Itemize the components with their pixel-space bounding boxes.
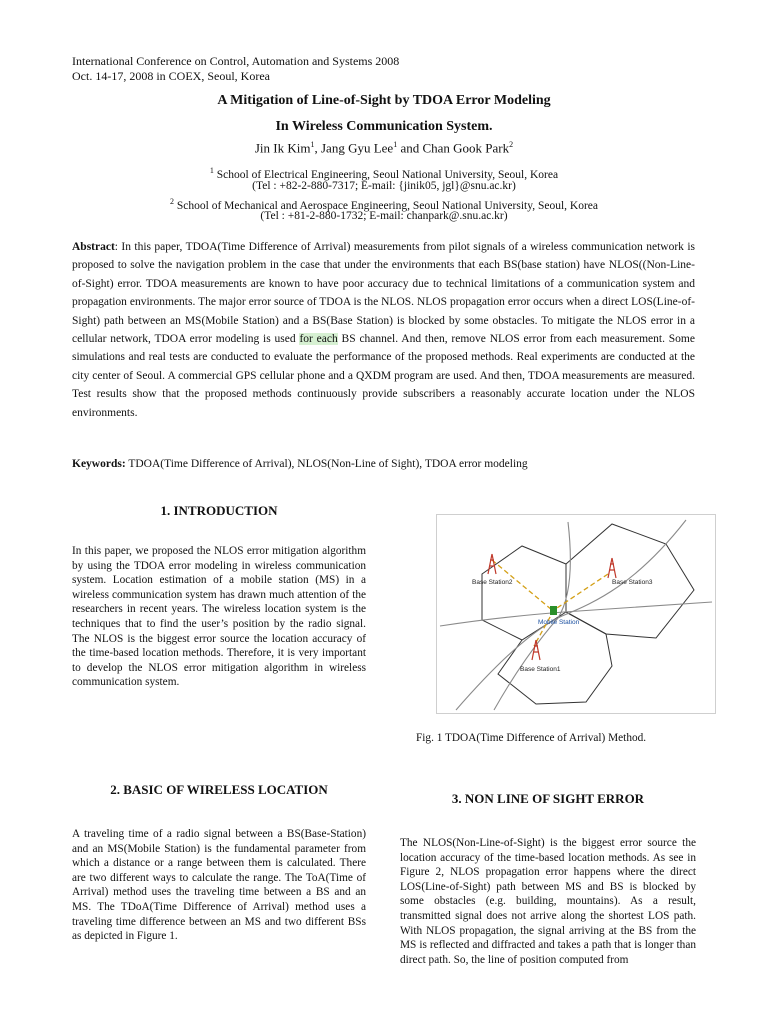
affiliation-text: School of Electrical Engineering, Seoul National University, Seoul, Korea	[213, 168, 559, 181]
conference-date: Oct. 14-17, 2008 in COEX, Seoul, Korea	[72, 69, 270, 83]
author-affiliation-mark: 2	[509, 140, 514, 149]
author-affiliation-mark: 1	[393, 140, 398, 149]
affiliation-mark: 2	[170, 197, 174, 206]
abstract-highlight: for each	[299, 333, 338, 346]
conference-name: International Conference on Control, Automation and Systems 2008	[72, 54, 400, 68]
affiliation-1-contact: (Tel : +82-2-880-7317; E-mail: {jinik05, jgl}@snu.ac.kr)	[252, 180, 516, 192]
abstract-text: : In this paper, TDOA(Time Difference of Arrival) measurements from pilot signals of a wireless communication network is proposed to solve the navigation problem in the case that under the environments that each BS(base station) have NLOS((Non-Line-of-Sight) error. TDOA measurements are known to have poor accuracy due to technical limitations of a communication system and propagation environments. The major error source of TDOA is the NLOS. NLOS propagation error occurs when a direct LOS(Line-of-Sight) path between an MS(Mobile Station) and a BS(Base Station) is blocked by some obstacles. To mitigate the NLOS error in a cellular network, TDOA error modeling is used	[72, 241, 695, 346]
section-2-body: A traveling time of a radio signal between a BS(Base-Station) and an MS(Mobile Station) is the fundamental parameter from which a distance or a range between them is calculated. There are two different ways to calculate the range. The ToA(Time of Arrival) method uses the traveling time between a BS and an MS. The TDoA(Time Difference of Arrival) method uses a traveling time difference between an MS and two different BSs as depicted in Figure 1.	[72, 828, 366, 943]
figure-1-diagram	[436, 514, 716, 714]
affiliation-text: School of Mechanical and Aerospace Engineering, Seoul National University, Seoul, Korea	[174, 199, 598, 212]
section-3-heading: 3. NON LINE OF SIGHT ERROR	[451, 791, 645, 806]
author-name: Chan Gook Park	[422, 140, 510, 156]
author-name: Jang Gyu Lee	[320, 140, 394, 156]
figure-frame	[437, 515, 716, 714]
mobile-phone-icon	[550, 606, 557, 615]
bs1-label: Base Station1	[520, 666, 561, 673]
paper-title-line2: In Wireless Communication System.	[275, 119, 493, 134]
author-affiliation-mark: 1	[310, 140, 315, 149]
section-2-heading: 2. BASIC OF WIRELESS LOCATION	[110, 782, 328, 797]
ms-label: Mobile Station	[538, 619, 580, 626]
affiliation-mark: 1	[209, 166, 214, 175]
section-1-heading: 1. INTRODUCTION	[160, 503, 278, 518]
author-name: Jin Ik Kim	[254, 140, 311, 156]
author-separator: and	[397, 140, 423, 156]
bs2-label: Base Station2	[472, 579, 513, 586]
abstract-label: Abstract	[72, 241, 115, 253]
abstract	[72, 238, 695, 422]
bs3-label: Base Station3	[612, 579, 653, 586]
section-1-body: In this paper, we proposed the NLOS error mitigation algorithm by using the TDOA error modeling in wireless communication system. Location estimation of a mobile station (MS) in a wireless communication system has drawn much attention of the researchers in recent years. The wireless location system is the techniques that to find the user’s position by the radio signal. The NLOS is the biggest error source the location accuracy of the time-based location methods. Therefore, it is very important to develop the NLOS error mitigation algorithm in wireless communication system.	[72, 545, 366, 689]
figure-1-caption: Fig. 1 TDOA(Time Difference of Arrival) Method.	[416, 732, 647, 744]
author-separator: ,	[314, 140, 321, 156]
keywords	[72, 458, 695, 470]
affiliation-2-contact: (Tel : +81-2-880-1732; E-mail: chanpark@.snu.ac.kr)	[260, 210, 508, 222]
abstract-text: BS channel. And then, remove NLOS error from each measurement. Some simulations and real tests are conducted to evaluate the performance of the proposed methods. Real experiments are conducted at the city center of Seoul. A commercial GPS cellular phone and a QXDM program are used. And then, TDOA measurements are measured. Test results show that the proposed methods continuously provide subscribers a reasonably accurate location under the NLOS environments.	[72, 333, 695, 419]
section-3-body: The NLOS(Non-Line-of-Sight) is the biggest error source the location accuracy of the time-based location methods. As see in Figure 2, NLOS propagation error happens where the direct LOS(Line-of-Sight) path between MS and BS is blocked by some obstacles (e.g. building, mountains). As a result, transmitted signal does not arrive along the shortest LOS path. With NLOS propagation, the signal arriving at the BS from the MS is reflected and diffracted and takes a path that is longer than direct path. So, the line of position computed from	[400, 837, 696, 966]
keywords-text: TDOA(Time Difference of Arrival), NLOS(Non-Line of Sight), TDOA error modeling	[125, 458, 528, 470]
paper-title-line1: A Mitigation of Line-of-Sight by TDOA Error Modeling	[217, 93, 551, 108]
authors	[0, 140, 768, 156]
keywords-label: Keywords:	[72, 458, 126, 470]
